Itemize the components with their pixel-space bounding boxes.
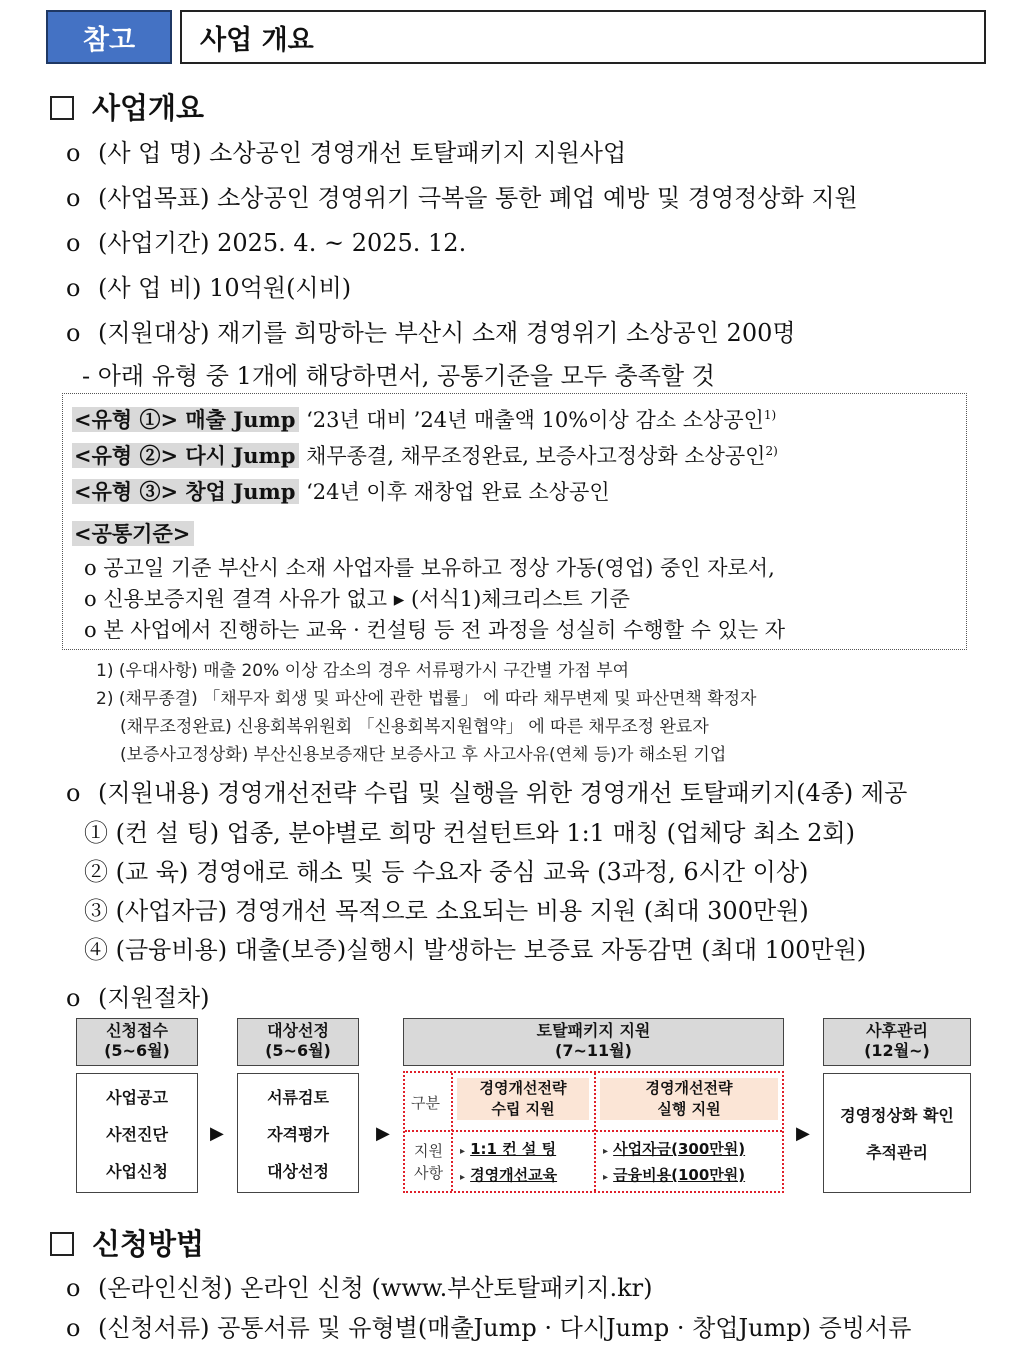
- support-item: ② (교 육) 경영애로 해소 및 등 수요자 중심 교육 (3과정, 6시간 이상): [84, 858, 809, 886]
- package-item: ▸ 금융비용(100만원): [603, 1166, 746, 1184]
- section-heading-overview: [50, 86, 204, 127]
- footnote: 2) (채무종결) 「채무자 회생 및 파산에 관한 법률」 에 따라 채무변제 및 파산면책 확정자: [96, 689, 757, 709]
- type-row: <유형 ①> 매출 Jump ‘23년 대비 ’24년 매출액 10%이상 감소 소상공인$^{1)}$: [74, 407, 777, 432]
- checkbox-square-icon: [50, 1232, 74, 1256]
- support-intro: o (지원내용) 경영개선전략 수립 및 실행을 위한 경영개선 토탈패키지(4종) 제공: [66, 779, 908, 807]
- package-row-label: 지원: [414, 1142, 443, 1160]
- reference-tag: 참고: [46, 10, 172, 64]
- arrow-right-icon: ▶: [796, 1123, 810, 1144]
- package-divider: [451, 1073, 453, 1191]
- package-item: ▸ 사업자금(300만원): [603, 1140, 746, 1158]
- package-col-head: 경영개선전략 수립 지원: [457, 1078, 589, 1120]
- flow-stage-head: 토탈패키지 지원 (7~11월): [403, 1018, 784, 1066]
- overview-item: o (사업목표) 소상공인 경영위기 극복을 통한 폐업 예방 및 경영정상화 지원: [66, 184, 858, 212]
- type-label: <유형 ①> 매출 Jump: [72, 407, 299, 432]
- flow-stage-head: 신청접수 (5~6월): [76, 1018, 198, 1066]
- flow-stage-body: 서류검토 자격평가 대상선정: [237, 1073, 359, 1193]
- footnote: 1) (우대사항) 매출 20% 이상 감소의 경우 서류평가시 구간별 가점 부여: [96, 661, 630, 681]
- section-heading-application: [50, 1222, 204, 1263]
- section-title: 신청방법: [92, 1227, 205, 1261]
- footnote: (채무조정완료) 신용회복위원회 「신용회복지원협약」 에 따른 채무조정 완료자: [120, 717, 709, 737]
- arrow-right-icon: ▶: [210, 1123, 224, 1144]
- type-row: <유형 ③> 창업 Jump ‘24년 이후 재창업 완료 소상공인: [74, 479, 610, 504]
- support-item: ③ (사업자금) 경영개선 목적으로 소요되는 비용 지원 (최대 300만원): [84, 897, 809, 925]
- type-label: <유형 ③> 창업 Jump: [72, 479, 299, 504]
- checkbox-square-icon: [50, 96, 74, 120]
- overview-item: o (사업기간) 2025. 4. ~ 2025. 12.: [66, 229, 467, 257]
- type-row: <유형 ②> 다시 Jump 채무종결, 채무조정완료, 보증사고정상화 소상공인$^{2)}$: [74, 443, 778, 468]
- footnote: (보증사고정상화) 부산신용보증재단 보증사고 후 사고사유(연체 등)가 해소된 기업: [120, 745, 727, 765]
- procedure-label: o (지원절차): [66, 984, 210, 1012]
- flow-stage-body: 사업공고 사전진단 사업신청: [76, 1073, 198, 1193]
- package-divider: [594, 1073, 596, 1191]
- eligibility-note: - 아래 유형 중 1개에 해당하면서, 공통기준을 모두 충족할 것: [82, 362, 715, 390]
- flow-stage-body: 경영정상화 확인 추적관리: [823, 1073, 971, 1193]
- common-criteria-item: o 본 사업에서 진행하는 교육 · 컨설팅 등 전 과정을 성실히 수행할 수 있는 자: [84, 618, 786, 642]
- package-item: ▸ 경영개선교육: [460, 1166, 558, 1184]
- overview-item: o (사 업 비) 10억원(시비): [66, 274, 352, 302]
- common-criteria-item: o 공고일 기준 부산시 소재 사업자를 보유하고 정상 가동(영업) 중인 자로서,: [84, 556, 775, 580]
- support-item: ① (컨 설 팅) 업종, 분야별로 희망 컨설턴트와 1:1 매칭 (업체당 최소 2회): [84, 819, 855, 847]
- flow-stage-head: 사후관리 (12월~): [823, 1018, 971, 1066]
- type-label: <유형 ②> 다시 Jump: [72, 443, 299, 468]
- package-col-head: 경영개선전략 실행 지원: [600, 1078, 778, 1120]
- page-title: 사업 개요: [180, 10, 986, 64]
- package-row-label: 사항: [414, 1164, 443, 1182]
- application-item: o (신청서류) 공통서류 및 유형별(매출Jump · 다시Jump · 창업Jump) 증빙서류: [66, 1314, 912, 1342]
- support-item: ④ (금융비용) 대출(보증)실행시 발생하는 보증료 자동감면 (최대 100만원): [84, 936, 867, 964]
- common-criteria-title: <공통기준>: [72, 518, 194, 548]
- arrow-right-icon: ▶: [376, 1123, 390, 1144]
- package-item: ▸ 1:1 컨 설 팅: [460, 1140, 557, 1158]
- overview-item: o (사 업 명) 소상공인 경영개선 토탈패키지 지원사업: [66, 139, 627, 167]
- package-divider: [405, 1130, 782, 1132]
- flow-stage-head: 대상선정 (5~6월): [237, 1018, 359, 1066]
- section-title: 사업개요: [92, 91, 205, 125]
- common-criteria-item: o 신용보증지원 결격 사유가 없고 ▸ (서식1)체크리스트 기준: [84, 587, 630, 611]
- overview-item: o (지원대상) 재기를 희망하는 부산시 소재 경영위기 소상공인 200명: [66, 319, 796, 347]
- package-row-label: 구분: [411, 1094, 440, 1112]
- application-item: o (온라인신청) 온라인 신청 (www.부산토탈패키지.kr): [66, 1274, 653, 1302]
